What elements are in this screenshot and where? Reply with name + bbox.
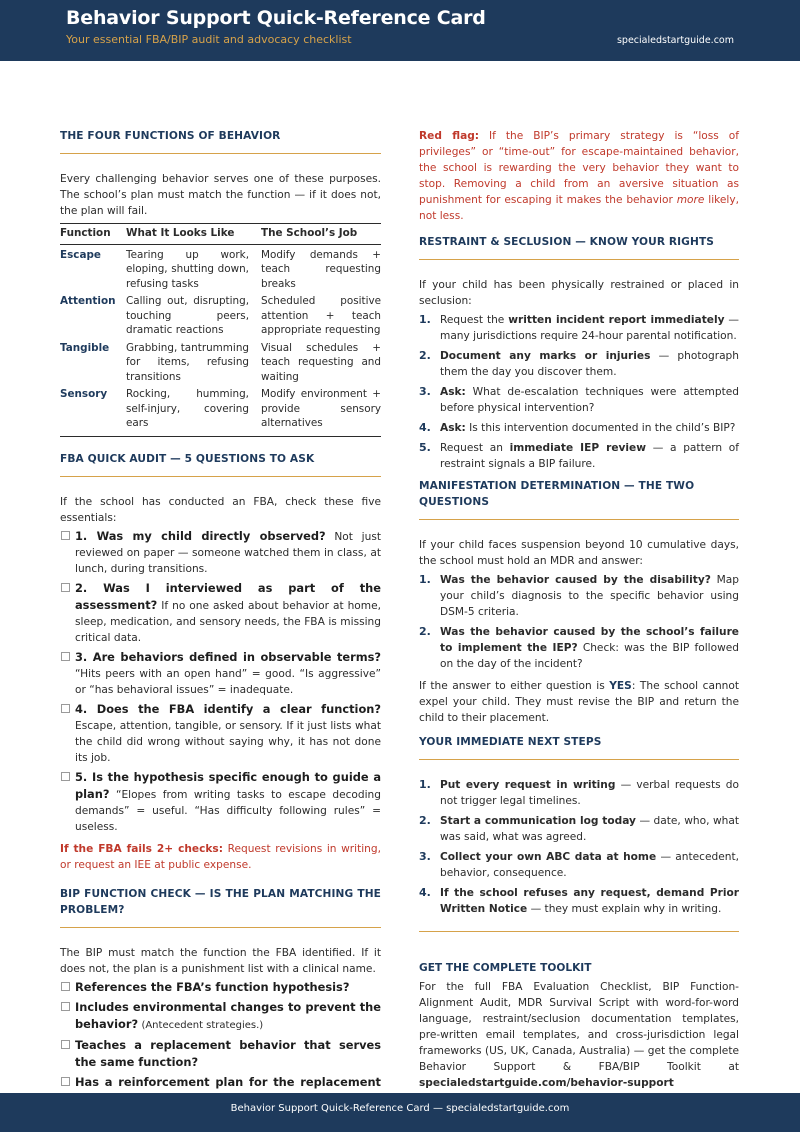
- page-subtitle: Your essential FBA/BIP audit and advocacy checklist: [66, 33, 352, 46]
- function-looks: Calling out, disrupting, touching peers, dramatic reactions: [126, 295, 249, 336]
- checkbox-icon[interactable]: [61, 583, 70, 592]
- list-number: 1.: [419, 778, 431, 791]
- list-text-bold: immediate IEP review: [509, 442, 647, 454]
- next-steps-list: [419, 777, 739, 917]
- list-text-post: — many jurisdictions require 24-hour parental notification.: [440, 314, 740, 342]
- section-divider: [419, 931, 739, 932]
- checkbox-icon[interactable]: [61, 772, 70, 781]
- checkbox-icon[interactable]: [61, 531, 70, 540]
- list-text-bold: Start a communication log today: [440, 815, 636, 827]
- list-text-pre: Request an: [440, 442, 503, 454]
- audit-check-item[interactable]: [60, 769, 381, 835]
- functions-heading: THE FOUR FUNCTIONS OF BEHAVIOR: [60, 128, 381, 154]
- restraint-heading: RESTRAINT & SECLUSION — KNOW YOUR RIGHTS: [419, 234, 739, 260]
- list-item: [419, 777, 739, 809]
- list-item: [419, 849, 739, 881]
- list-number: 4.: [419, 886, 431, 899]
- list-number: 2.: [419, 625, 431, 638]
- list-number: 1.: [419, 573, 431, 586]
- function-looks: Grabbing, tantrumming for items, refusing transitions: [126, 341, 249, 383]
- bip-question: Includes environmental changes to prevent the behavior?: [75, 999, 381, 1031]
- list-text-post: — photograph them the day you discover them.: [440, 350, 739, 378]
- audit-check-item[interactable]: [60, 701, 381, 766]
- audit-question-detail: Not just reviewed on paper — someone watched them in class, at lunch, during transitions.: [75, 530, 382, 575]
- checkbox-icon[interactable]: [61, 1040, 70, 1049]
- audit-warning: [60, 841, 381, 873]
- list-item: [419, 420, 739, 436]
- list-item: [419, 813, 739, 845]
- list-text-bold: Was the behavior caused by the disability?: [440, 574, 711, 586]
- red-flag-emphasis: more: [676, 194, 705, 206]
- table-header-row: [60, 224, 381, 245]
- list-text-bold: Collect your own ABC data at home: [440, 851, 657, 863]
- audit-heading: FBA QUICK AUDIT — 5 QUESTIONS TO ASK: [60, 451, 381, 477]
- audit-question-detail: Escape, attention, tangible, or sensory. If it just lists what the child did wrong without saying why, it has not done its job.: [75, 719, 381, 764]
- list-item: [419, 885, 739, 917]
- left-column: [60, 128, 381, 1131]
- bip-check-item[interactable]: [60, 1037, 381, 1071]
- bip-question: Teaches a replacement behavior that serves the same function?: [75, 1037, 381, 1069]
- mdr-outro: [419, 678, 739, 726]
- list-text-post: Is this intervention documented in the child’s BIP?: [469, 422, 736, 434]
- audit-check-item[interactable]: [60, 649, 381, 698]
- audit-question: 5. Is the hypothesis specific enough to guide a plan?: [75, 769, 381, 801]
- table-row: [60, 244, 381, 291]
- checkbox-icon[interactable]: [61, 704, 70, 713]
- red-flag-text-end: likely, not less.: [419, 194, 740, 222]
- list-item: [419, 624, 739, 672]
- functions-table: [60, 223, 381, 437]
- list-text-bold: Was the behavior caused by the school’s failure to implement the IEP?: [440, 626, 739, 654]
- list-item: [419, 440, 739, 472]
- list-number: 2.: [419, 349, 431, 362]
- list-number: 2.: [419, 814, 431, 827]
- mdr-outro-yes: YES: [609, 680, 632, 692]
- list-text-post: — they must explain why in writing.: [530, 903, 722, 915]
- list-text-post: Check: was the BIP followed on the day of the incident?: [440, 642, 740, 670]
- list-text-post: Map your child’s diagnosis to the specific behavior using DSM-5 criteria.: [440, 574, 740, 618]
- checkbox-icon[interactable]: [61, 982, 70, 991]
- next-steps-heading: YOUR IMMEDIATE NEXT STEPS: [419, 734, 739, 760]
- audit-check-item[interactable]: [60, 528, 381, 577]
- list-text-post: What de-escalation techniques were attempted before physical intervention?: [440, 386, 739, 414]
- function-looks: Tearing up work, eloping, shutting down, refusing tasks: [126, 248, 249, 290]
- bip-check-item[interactable]: [60, 979, 381, 996]
- bip-intro: The BIP must match the function the FBA identified. If it does not, the plan is a punishment list with a clinical name.: [60, 946, 381, 975]
- list-text-bold: Document any marks or injuries: [440, 350, 651, 362]
- audit-intro: If the school has conducted an FBA, check these five essentials:: [60, 495, 381, 524]
- checkbox-icon[interactable]: [61, 652, 70, 661]
- list-text-bold: If the school refuses any request, demand Prior Written Notice: [440, 887, 739, 915]
- function-job: Modify demands + teach requesting breaks: [261, 248, 381, 290]
- red-flag-label: Red flag:: [419, 130, 480, 142]
- list-number: 3.: [419, 850, 431, 863]
- audit-question: 1. Was my child directly observed?: [75, 528, 326, 543]
- checkbox-icon[interactable]: [61, 1077, 70, 1086]
- audit-question-detail: If no one asked about behavior at home, sleep, medication, and sensory needs, the FBA is missing critical data.: [75, 599, 381, 644]
- list-number: 5.: [419, 441, 431, 454]
- list-text-bold: Put every request in writing: [440, 779, 616, 791]
- functions-intro: Every challenging behavior serves one of these purposes. The school’s plan must match the function — if it does not, the plan will fail.: [60, 173, 381, 217]
- red-flag-note: [419, 128, 739, 224]
- table-header-job: The School’s Job: [261, 224, 381, 245]
- list-text-pre: Request the: [440, 314, 505, 326]
- list-text-post: — verbal requests do not trigger legal timelines.: [440, 779, 739, 807]
- audit-warning-text: Request revisions in writing, or request an IEE at public expense.: [60, 842, 381, 871]
- list-text-bold: Ask:: [440, 422, 466, 434]
- list-number: 4.: [419, 421, 431, 434]
- bip-question-detail: (Antecedent strategies.): [141, 1019, 264, 1031]
- mdr-outro-rest: : The school cannot expel your child. They must revise the BIP and return the child to their placement.: [419, 680, 740, 724]
- toolkit-heading: GET THE COMPLETE TOOLKIT: [419, 962, 592, 974]
- mdr-outro-text: If the answer to either question is: [419, 680, 605, 692]
- audit-question-detail: “Elopes from writing tasks to escape decoding demands” = useful. “Has difficulty following rules” = useless.: [75, 788, 381, 833]
- list-item: [419, 572, 739, 620]
- function-name: Sensory: [60, 388, 108, 400]
- audit-question: 2. Was I interviewed as part of the assessment?: [75, 580, 381, 612]
- restraint-intro: If your child has been physically restrained or placed in seclusion:: [419, 279, 739, 307]
- function-looks: Rocking, humming, self-injury, covering ears: [126, 388, 249, 429]
- audit-question: 3. Are behaviors defined in observable terms?: [75, 649, 381, 664]
- bip-check-item[interactable]: [60, 999, 381, 1034]
- list-number: 1.: [419, 313, 431, 326]
- toolkit-link[interactable]: specialedstartguide.com/behavior-support: [419, 1077, 674, 1089]
- header-site-link[interactable]: specialedstartguide.com: [616, 35, 734, 46]
- list-text-post: — date, who, what was said, what was agreed.: [440, 815, 740, 843]
- restraint-list: [419, 312, 739, 472]
- red-flag-text: If the BIP’s primary strategy is “loss of privileges” or “time-out” for escape-maintained behavior, the school is rewarding the very behavior they want to stop. Removing a child from an aversive situation as punishment for escaping it makes the behavior: [419, 130, 740, 206]
- toolkit-description: For the full FBA Evaluation Checklist, BIP Function-Alignment Audit, MDR Survival Script with word-for-word language, restraint/seclusion documentation templates, pre-written email templates, and cross-jurisdiction legal frameworks (US, UK, Canada, Australia) — get the complete Behavior Support & FBA/BIP Toolkit at: [419, 981, 739, 1073]
- page-header: [0, 0, 800, 61]
- mdr-heading: MANIFESTATION DETERMINATION — THE TWO QUESTIONS: [419, 478, 739, 520]
- table-header-looks: What It Looks Like: [126, 224, 261, 245]
- bip-heading: BIP FUNCTION CHECK — IS THE PLAN MATCHING THE PROBLEM?: [60, 886, 381, 928]
- mdr-intro: If your child faces suspension beyond 10 cumulative days, the school must hold an MDR and answer:: [419, 539, 739, 567]
- right-column: [419, 128, 739, 1095]
- function-name: Escape: [60, 248, 101, 261]
- function-job: Scheduled positive attention + teach appropriate requesting: [261, 295, 381, 336]
- list-number: 3.: [419, 385, 431, 398]
- mdr-list: [419, 572, 739, 672]
- bip-question: Has a reinforcement plan for the replacement: [75, 1074, 381, 1089]
- list-text-bold: Ask:: [440, 386, 466, 398]
- audit-question: 4. Does the FBA identify a clear function?: [75, 701, 381, 716]
- list-item: [419, 348, 739, 380]
- function-name: Tangible: [60, 341, 110, 354]
- table-row: [60, 338, 381, 385]
- list-item: [419, 384, 739, 416]
- list-text-bold: written incident report immediately: [508, 314, 725, 326]
- list-item: [419, 312, 739, 344]
- list-text-post: — antecedent, behavior, consequence.: [440, 851, 739, 879]
- table-row: [60, 384, 381, 436]
- page-footer: Behavior Support Quick-Reference Card — specialedstartguide.com: [0, 1093, 800, 1132]
- toolkit-text: [419, 979, 739, 1091]
- audit-warning-label: If the FBA fails 2+ checks:: [60, 842, 223, 855]
- audit-question-detail: “Hits peers with an open hand” = good. “Is aggressive” or “has behavioral issues” = inadequate.: [75, 667, 381, 696]
- function-job: Visual schedules + teach requesting and waiting: [261, 341, 381, 383]
- function-name: Attention: [60, 295, 116, 307]
- table-row: [60, 291, 381, 338]
- audit-check-item[interactable]: [60, 580, 381, 646]
- page-title: Behavior Support Quick-Reference Card: [66, 7, 486, 29]
- table-header-function: Function: [60, 224, 126, 245]
- checkbox-icon[interactable]: [61, 1002, 70, 1011]
- list-text-post: — a pattern of restraint signals a BIP failure.: [440, 442, 740, 470]
- function-job: Modify environment + provide sensory alternatives: [261, 388, 381, 429]
- bip-question: References the FBA’s function hypothesis?: [75, 979, 350, 994]
